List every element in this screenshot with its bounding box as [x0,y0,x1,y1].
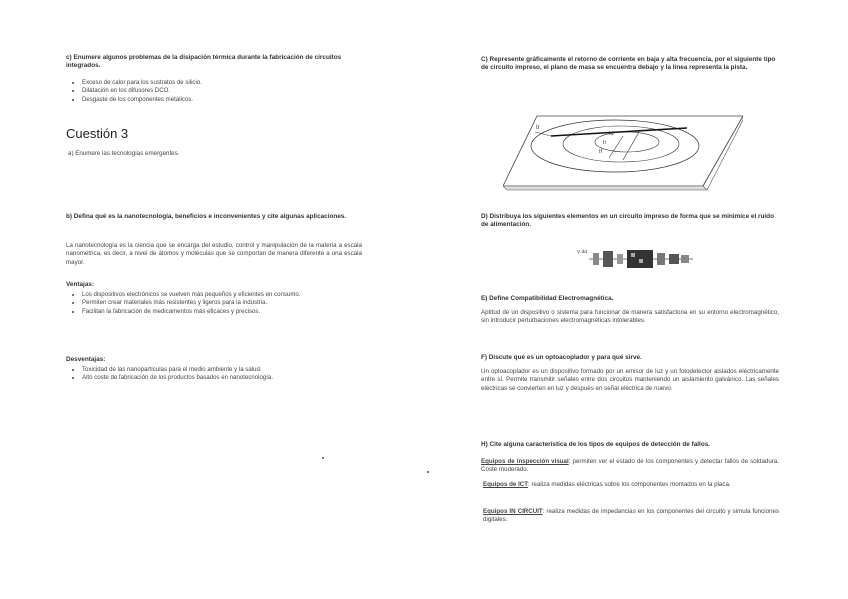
nanotech-definition: La nanotecnología es la ciencia que se encarga del estudio, control y manipulación de la materia a escala nanométrica, es decir, a nivel de átomos y moléculas que se comportan de manera diferente a una escala mayor. [66,242,362,266]
figure-label: If [599,149,603,155]
desventajas-label: Desventajas: [66,356,106,363]
desventajas-list [66,366,372,383]
detection-item-2: Equipos de ICT: realiza medidas eléctricas sobre los componentes montados en la placa. [483,481,731,488]
detection-item-3: Equipos IN CIRCUIT: realiza medidas de impedancias en los componentes del circuito y simula funciones digitales. [483,508,779,524]
list-item: • Alto coste de fabricación de los productos basados en nanotecnología. [82,374,372,382]
question-c: C) Represente gráficamente el retorno de corriente en baja y alta frecuencia, por el siguiente tipo de circuito impreso, el plano de masa se encuentra debajo y la línea representa la pista. [481,56,776,72]
optocoupler-text: Un optoacoplador es un dispositivo formado por un emisor de luz y un fotodetector aislados eléctricamente entre sí. Permite transmitir señales entre dos circuitos manteniendo un aislamiento galvánico. Las señales eléctricas se convierten en luz y después en señal eléctrica de nuevo. [481,368,779,392]
ventajas-list [66,291,362,316]
list-item: • Desgaste de los componentes metálicos. [82,96,362,104]
emc-definition: Aptitud de un dispositivo o sistema para funcionar de manera satisfactoria en su entorno electromagnético, sin introducir perturbaciones electromagnéticas intolerables. [481,309,779,325]
figure-label: Ir [603,140,607,146]
list-item: • Permiten crear materiales más resistentes y ligeros para la industria. [82,299,362,307]
question-h: H) Cite alguna característica de los tipos de equipos de detección de fallos. [481,441,711,448]
list-item: • Dilatación en los difusores DCO. [82,87,362,95]
list-item: • Toxicidad de las nanopartículas para el medio ambiente y la salud. [82,366,372,374]
stray-mark [427,471,429,473]
ventajas-label: Ventajas: [66,281,95,288]
thermal-list [66,79,362,104]
pcb-current-figure [503,98,743,194]
components-figure [577,245,697,273]
list-item: • Exceso de calor para los sustratos de silicio. [82,79,362,87]
detection-item-label: Equipos IN CIRCUIT [483,508,543,515]
question-f: F) Discute qué es un optoacoplador y para qué sirve. [481,354,642,361]
question-e: E) Define Compatibilidad Electromagnética. [481,295,614,302]
figure-label: V dd [577,250,587,255]
cuestion-text: a) Enumere las tecnologías emergentes. [68,150,180,157]
list-item: • Facilitan la fabricación de medicamentos más eficaces y precisos. [82,308,362,316]
question-nanotech: b) Defina qué es la nanotecnología, beneficios e inconvenientes y cite algunas aplicaciones. [66,213,347,220]
detection-item-label: Equipos de ICT [483,481,529,488]
detection-item-label: Equipos de inspección visual [481,458,569,465]
question-d: D) Distribuya los siguientes elementos en un circuito impreso de forma que se minimice el ruido de alimentación. [481,213,774,229]
stray-mark [322,457,324,459]
figure-label: Id [609,131,614,137]
figure-label: Ir [536,125,540,131]
section-title: Cuestión 3 [66,126,129,141]
list-item: • Los dispositivos electrónicos se vuelven más pequeños y eficientes en consumo. [82,291,362,299]
question-thermal: c) Enumere algunos problemas de la disipación térmica durante la fabricación de circuitos integrados. [66,54,342,70]
detection-item-1: Equipos de inspección visual: permiten ver el estado de los componentes y detectar fallos de soldadura. Coste moderado. [481,458,779,474]
